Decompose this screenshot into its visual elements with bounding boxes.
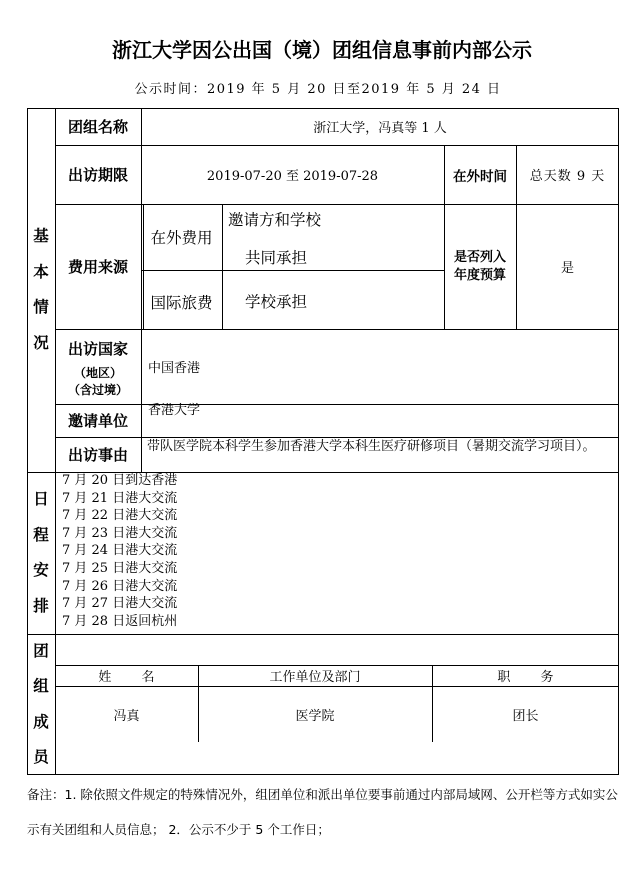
budget-label-line1: 是否列入 [453,249,506,265]
section-label-members: 团组成员 [33,641,49,766]
abroad-cost-value-line1: 邀请方和学校 [228,211,322,229]
schedule-item: 7 月 25 日港大交流 [62,560,178,576]
member-department: 医学院 [295,708,335,724]
destination-label [55,329,141,404]
section-members [27,634,55,775]
group-name-value: 浙江大学，冯真等 1 人 [313,121,447,136]
page-title: 浙江大学因公出国（境）团组信息事前内部公示 [112,38,532,62]
abroad-cost-value-line2: 共同承担 [245,249,308,267]
host-label: 邀请单位 [67,412,128,430]
host-value: 香港大学 [148,403,201,418]
member-name: 冯真 [113,708,140,724]
member-header-position: 职 务 [497,670,554,685]
visit-period-label: 出访期限 [67,166,128,184]
footer-note-line1: 备注：1. 除依照文件规定的特殊情况外，组团单位和派出单位要事前通过内部局域网、公开栏等方式如实公 [27,787,618,802]
schedule-item: 7 月 27 日港大交流 [62,596,178,612]
budget-label-line2: 年度预算 [453,267,506,283]
group-name-label: 团组名称 [67,118,128,136]
funding-label: 费用来源 [67,258,128,276]
schedule-item: 7 月 28 日返回杭州 [62,613,178,629]
budget-value: 是 [560,261,574,276]
travel-cost-value: 学校承担 [245,293,308,311]
schedule-item: 7 月 24 日港大交流 [62,543,178,559]
schedule-item: 7 月 21 日港大交流 [62,490,178,506]
destination-label-line1: 出访国家 [67,340,128,358]
schedule-item: 7 月 23 日港大交流 [62,525,178,541]
section-schedule [27,472,55,634]
time-abroad-label: 在外时间 [453,168,507,185]
schedule-item: 7 月 22 日港大交流 [62,508,178,524]
schedule-list [62,472,177,630]
member-header-department: 工作单位及部门 [269,670,361,685]
budget-label [444,204,516,329]
notice-period: 公示时间：2019 年 5 月 20 日至2019 年 5 月 24 日 [134,82,502,97]
travel-cost-label: 国际旅费 [150,293,213,312]
time-abroad-value: 总天数 9 天 [529,169,606,184]
abroad-cost-label: 在外费用 [150,229,213,247]
member-position: 团长 [512,708,539,724]
purpose-value: 带队医学院本科学生参加香港大学本科生医疗研修项目（暑期交流学习项目）。 [147,439,596,454]
schedule-item: 7 月 26 日港大交流 [62,578,178,594]
purpose-label: 出访事由 [67,446,128,464]
destination-label-line2: （地区） [73,366,122,380]
section-basic-info [27,108,55,472]
destination-label-line3: （含过境） [67,383,128,397]
section-label-schedule: 日程安排 [33,490,49,615]
schedule-item: 7 月 20 日到达香港 [62,473,178,488]
destination-value: 中国香港 [148,361,201,376]
visit-period-value: 2019-07-20 至 2019-07-28 [206,169,379,184]
member-header-name: 姓 名 [98,670,155,685]
section-label-basic-info: 基本情况 [33,227,49,352]
footer-note-line2: 示有关团组和人员信息； 2．公示不少于 5 个工作日； [27,822,330,837]
